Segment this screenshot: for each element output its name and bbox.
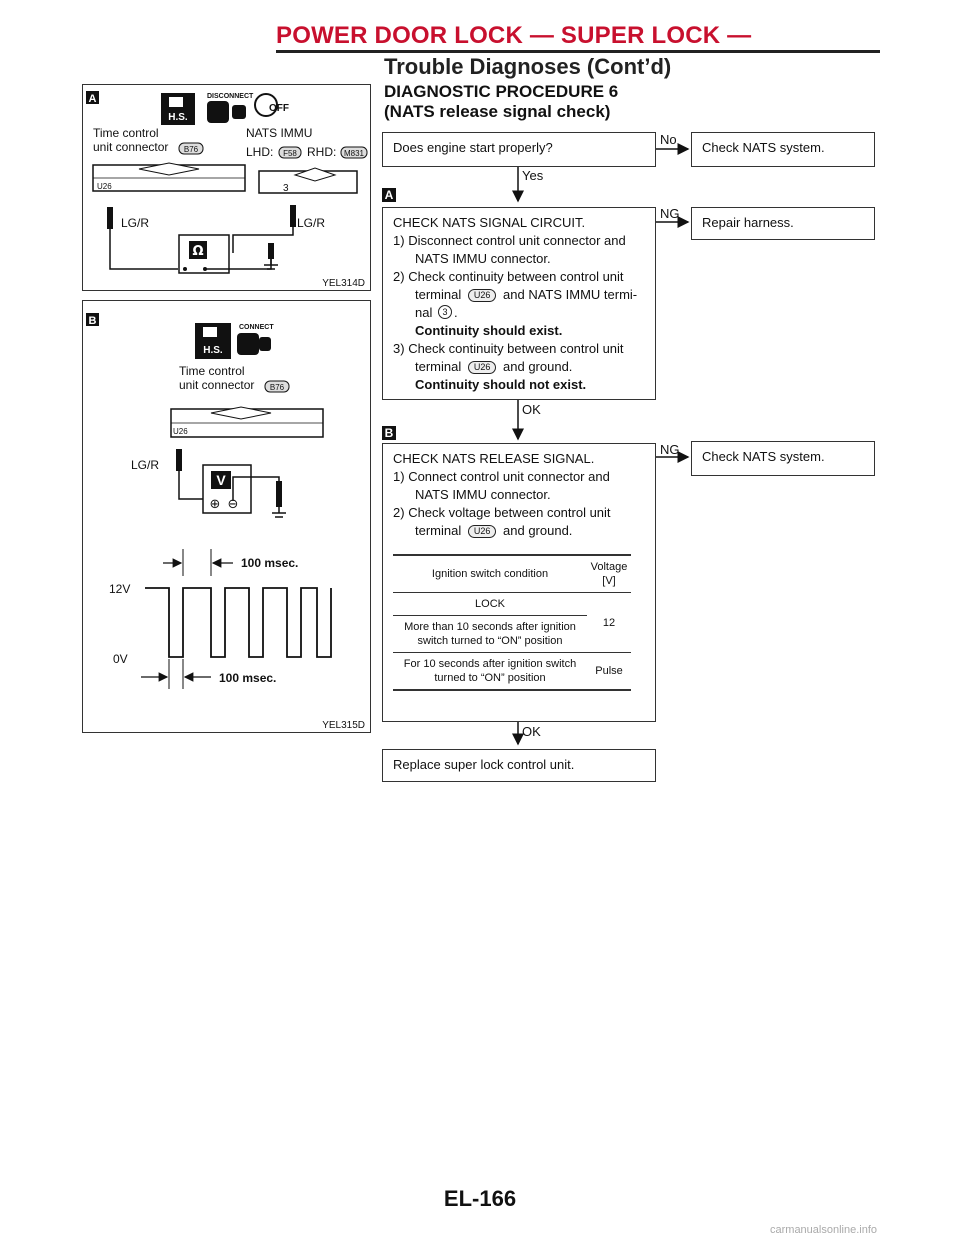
figure-b [82,300,371,733]
no-label: No [660,132,677,147]
item-number: 1) [393,469,405,484]
terminal-badge: U26 [468,525,497,538]
lhd-code: F58 [283,149,297,158]
connector-icon [237,324,274,355]
control-unit-connector [93,163,245,191]
step2-title: CHECK NATS SIGNAL CIRCUIT. [393,215,586,230]
step-marker-b: B [382,426,396,440]
item-text: Connect control unit connector and NATS IMMU connector. [408,469,610,502]
watermark: carmanualsonline.info [770,1224,878,1236]
rhd-label: RHD: [307,145,337,159]
hs-icon [195,323,231,359]
connector-icon [207,93,254,123]
table-cell: 12 [587,593,631,653]
control-unit-connector [171,407,323,437]
procedure-title-line2: (NATS release signal check) [384,102,611,121]
result-text: Repair harness. [702,215,794,230]
hs-icon [161,93,195,125]
step2-result-2: Continuity should not exist. [415,377,587,392]
step3-item-2 [393,504,645,540]
item-text: Check continuity between control unit terminal [408,341,624,374]
flow-step-nats-signal-circuit [382,207,656,400]
item-text: Check continuity between control unit terminal [408,269,624,302]
terminal-circle: 3 [438,305,452,319]
svg-text:H.S.: H.S. [168,112,188,123]
figure-a-drawing [83,85,370,290]
step-marker-a: A [382,188,396,202]
figure-id: YEL315D [322,720,365,731]
section-title: POWER DOOR LOCK — SUPER LOCK — [276,22,752,49]
ok-label-1: OK [522,402,541,417]
level-label-high: 12V [109,582,131,596]
item-text: and ground. [503,359,573,374]
item-text: Disconnect control unit connector and NATS IMMU connector. [408,233,626,266]
figure-a [82,84,371,291]
result-text: Check NATS system. [702,140,825,155]
yes-label: Yes [522,168,544,183]
flow-step-replace-unit [382,749,656,782]
period-label-bottom: 100 msec. [219,671,277,685]
table-cell: Pulse [587,653,631,691]
page-subtitle: Trouble Diagnoses (Cont’d) [384,54,672,79]
step2-item-1 [393,232,645,268]
result-check-nats-2 [691,441,875,476]
connector-code: B76 [183,145,199,154]
ground-symbol [272,507,286,517]
result-check-nats-1 [691,132,875,167]
table-cell: For 10 seconds after ignition switch turned to “ON” position [393,653,587,691]
connector-label-line1: Time control [179,364,245,378]
step3-title: CHECK NATS RELEASE SIGNAL. [393,451,595,466]
figure-b-drawing [83,301,370,732]
item-number: 1) [393,233,405,248]
terminal-3: 3 [283,183,289,194]
item-text: and ground. [503,523,573,538]
rhd-code: M831 [343,149,365,158]
table-header-voltage: Voltage [V] [587,555,631,593]
svg-text:V: V [216,472,226,488]
svg-text:⊕: ⊕ [209,497,221,512]
table-cell: More than 10 seconds after ignition switch turned to “ON” position [393,616,587,653]
wire-label-right: LG/R [297,216,326,230]
item-number: 2) [393,505,405,520]
wire-label: LG/R [131,458,160,472]
flow-step-nats-release-signal [382,443,656,722]
table-header-condition: Ignition switch condition [393,555,587,593]
result-repair-harness [691,207,875,240]
period-label-top: 100 msec. [241,556,299,570]
ignition-off-icon [255,94,289,116]
step1-text: Does engine start properly? [393,140,553,155]
step2-item-3 [393,340,645,394]
step2-item-2 [393,268,645,340]
switch-label: CONNECT [239,324,274,331]
item-number: 3) [393,341,405,356]
figure-marker: A [88,93,97,105]
figure-marker: B [88,315,97,327]
table-cell: LOCK [393,593,587,616]
procedure-title-line1: DIAGNOSTIC PROCEDURE 6 [384,82,619,101]
step4-text: Replace super lock control unit. [393,757,575,772]
lhd-label: LHD: [246,145,274,159]
item-number: 2) [393,269,405,284]
terminal-u26: U26 [173,427,188,436]
svg-text:⊖: ⊖ [227,497,239,512]
voltmeter-icon [203,465,251,513]
ohmmeter-icon [179,235,229,273]
step2-result-1: Continuity should exist. [415,323,563,338]
connector-code: B76 [269,383,285,392]
step3-item-1 [393,468,645,504]
item-text: . [453,305,458,320]
item-text: Check voltage between control unit terminal [408,505,611,538]
item-text: and NATS IMMU termi-nal [415,287,638,320]
ng-label-2: NG [660,442,680,457]
svg-text:OFF: OFF [269,103,289,114]
nats-immu-connector [259,168,357,194]
switch-label: DISCONNECT [207,93,254,100]
svg-text:H.S.: H.S. [203,345,223,356]
page-number: EL-166 [443,1186,517,1211]
svg-text:Ω: Ω [192,244,204,259]
pulse-waveform [109,549,331,689]
figure-id: YEL314D [322,278,365,289]
ok-label-2: OK [522,724,541,739]
terminal-badge: U26 [468,361,497,374]
terminal-u26: U26 [97,182,112,191]
connector-label-line2: unit connector [93,140,169,154]
flow-step-engine-start [382,132,656,167]
level-label-low: 0V [113,652,128,666]
result-text: Check NATS system. [702,449,825,464]
nats-label: NATS IMMU [246,126,313,140]
connector-label-line1: Time control [93,126,159,140]
terminal-badge: U26 [468,289,497,302]
connector-label-line2: unit connector [179,378,255,392]
wire-label-left: LG/R [121,216,150,230]
voltage-spec-table [393,554,631,691]
ng-label-1: NG [660,206,680,221]
